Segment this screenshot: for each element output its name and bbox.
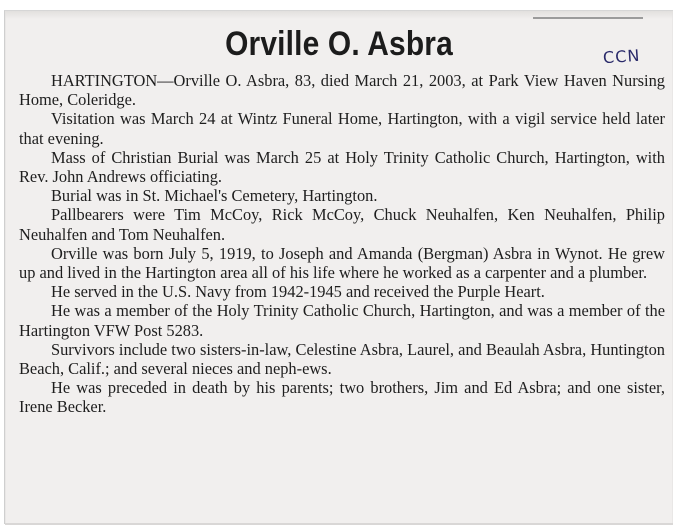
- paragraph-mass: Mass of Christian Burial was March 25 at Holy Trinity Catholic Church, Hartington, with Rev. John Andrews officiating.: [19, 147, 665, 187]
- paragraph-preceded-in-death: He was preceded in death by his parents; two brothers, Jim and Ed Asbra; and one sister, Irene Becker.: [19, 378, 665, 417]
- paragraph-memberships: He was a member of the Holy Trinity Catholic Church, Hartington, and was a member of the Hartington VFW Post 5283.: [19, 301, 665, 340]
- paragraph-survivors: Survivors include two sisters-in-law, Celestine Asbra, Laurel, and Beaulah Asbra, Huntington Beach, Calif.; and several nieces and neph-ews.: [19, 339, 665, 379]
- obituary-headline: Orville O. Asbra: [225, 25, 453, 63]
- column-rule: [533, 17, 643, 19]
- handwritten-annotation: CCN: [602, 45, 641, 68]
- newspaper-clipping: [4, 10, 673, 524]
- paragraph-pallbearers: Pallbearers were Tim McCoy, Rick McCoy, Chuck Neuhalfen, Ken Neuhalfen, Philip Neuhalfen and Tom Neuhalfen.: [19, 205, 665, 244]
- obituary-body: [19, 71, 665, 417]
- paragraph-burial: Burial was in St. Michael's Cemetery, Hartington.: [51, 186, 378, 206]
- paragraph-visitation: Visitation was March 24 at Wintz Funeral Home, Hartington, with a vigil service held later that evening.: [19, 109, 665, 148]
- paragraph-biography: Orville was born July 5, 1919, to Joseph and Amanda (Bergman) Asbra in Wynot. He grew up and lived in the Hartington area all of his life where he worked as a carpenter and a plumber.: [19, 243, 665, 283]
- clipping-bottom-edge: [5, 523, 673, 525]
- paragraph-death-notice: HARTINGTON—Orville O. Asbra, 83, died March 21, 2003, at Park View Haven Nursing Home, Coleridge.: [19, 71, 665, 110]
- paragraph-military-service: He served in the U.S. Navy from 1942-1945 and received the Purple Heart.: [51, 282, 545, 302]
